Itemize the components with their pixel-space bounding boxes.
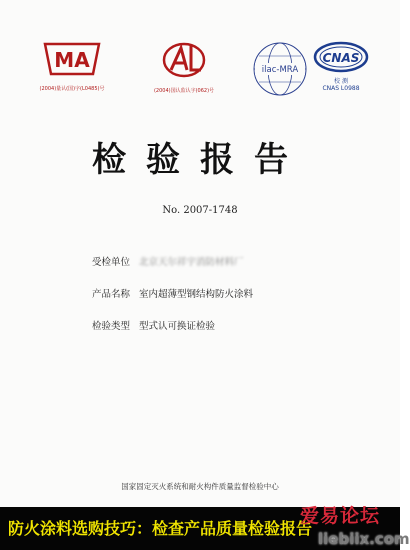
cma-logo: [32, 40, 112, 92]
field-label: 受检单位: [92, 257, 131, 268]
cnas-sub: 校 测: [334, 78, 348, 85]
watermark-url: liebiix.com: [318, 530, 410, 548]
cnas-text: CNAS: [322, 51, 360, 65]
field-value: 北京天尔祥宇消防材料厂: [139, 257, 244, 268]
issuing-organization: 国家固定灭火系统和耐火构件质量监督检验中心: [121, 482, 279, 491]
ilac-text: ilac-MRA: [261, 65, 299, 75]
report-title: 检验报告: [92, 140, 308, 180]
watermark-forum-name: 爱易论坛: [300, 505, 381, 527]
field-value: 型式认可换证检验: [139, 321, 216, 332]
ilac-globe-icon: [251, 40, 309, 98]
field-inspection-type: [92, 318, 372, 350]
field-label: 产品名称: [92, 289, 131, 300]
ilac-mra-logo: [250, 40, 310, 102]
certification-logos: [0, 40, 400, 110]
cma-mark-icon: [41, 40, 103, 78]
cnas-mark-icon: [312, 40, 370, 74]
cma-caption: (2004)量认(国)字(L0485)号: [39, 86, 105, 92]
cal-logo: [144, 40, 224, 94]
report-fields: [92, 254, 372, 350]
banner-text: 防火涂料选购技巧：检查产品质量检验报告: [8, 519, 313, 538]
svg-text:MA: MA: [54, 48, 90, 72]
field-value: 室内超薄型钢结构防火涂料: [139, 289, 254, 300]
field-product-name: [92, 286, 372, 318]
cal-mark-icon: [153, 40, 215, 80]
cnas-logo: [306, 40, 376, 92]
field-inspected-unit: [92, 254, 372, 286]
field-label: 检验类型: [92, 321, 131, 332]
report-number: No. 2007-1748: [162, 205, 238, 216]
cal-caption: (2004)国认监认字(062)号: [153, 88, 215, 94]
cnas-number: CNAS L0988: [322, 85, 360, 92]
